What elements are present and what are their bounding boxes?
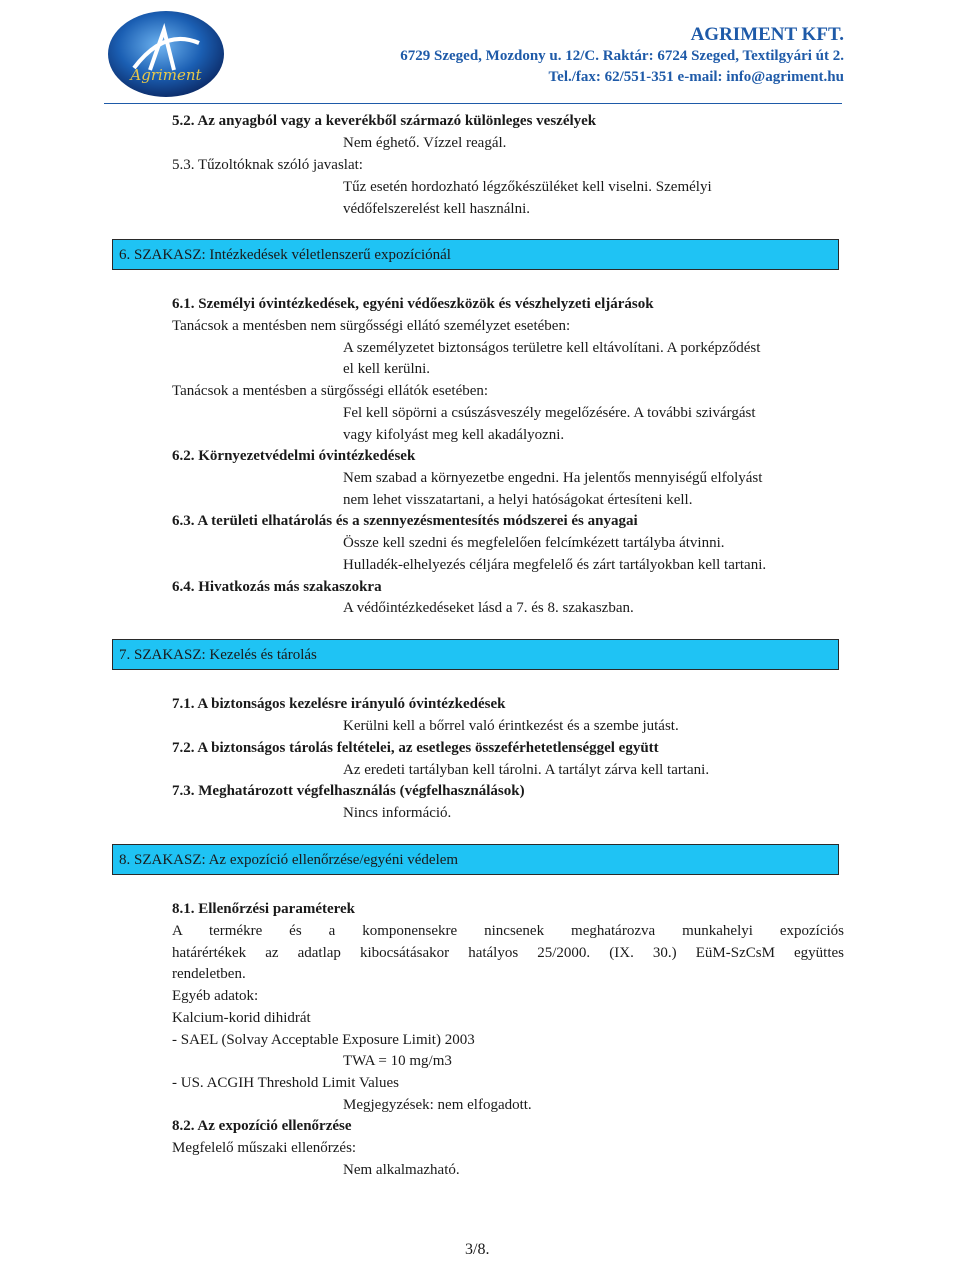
heading-5-3: 5.3. Tűzoltóknak szóló javaslat: — [172, 157, 363, 173]
company-header — [400, 24, 844, 88]
agriment-logo — [104, 8, 228, 100]
section-6-header — [112, 239, 839, 270]
text-6-1-l4a: Fel kell söpörni a csúszásveszély megelőzésére. A további szivárgást — [343, 405, 756, 421]
company-name: AGRIMENT KFT. — [690, 24, 844, 45]
paragraph-8-1-line-2: határértékek az adatlap kibocsátásakor hatályos 25/2000. (IX. 30.) EüM-SzCsM együttes — [172, 945, 844, 961]
text-5-2: Nem éghető. Vízzel reagál. — [343, 135, 507, 151]
text-6-3-a: Össze kell szedni és megfelelően felcímkézett tartályba átvinni. — [343, 535, 725, 551]
text-other-data: Egyéb adatok: — [172, 988, 259, 1004]
paragraph-8-1-line-1: A termékre és a komponensekre nincsenek meghatározva munkahelyi expozíciós — [172, 923, 844, 939]
heading-7-3: 7.3. Meghatározott végfelhasználás (végfelhasználások) — [172, 783, 525, 799]
text-substance: Kalcium-korid dihidrát — [172, 1010, 311, 1026]
text-5-3-b: védőfelszerelést kell használni. — [343, 201, 531, 217]
text-6-2-b: nem lehet visszatartani, a helyi hatóságokat értesíteni kell. — [343, 492, 693, 508]
page-number: 3/8. — [465, 1241, 490, 1258]
header-divider — [104, 103, 842, 104]
heading-7-1: 7.1. A biztonságos kezelésre irányuló óvintézkedések — [172, 696, 506, 712]
heading-6-2: 6.2. Környezetvédelmi óvintézkedések — [172, 448, 416, 464]
text-5-3-a: Tűz esetén hordozható légzőkészüléket kell viselni. Személyi — [343, 179, 712, 195]
text-6-1-l3: Tanácsok a mentésben a sürgősségi ellátók esetében: — [172, 383, 489, 399]
section-6-title: 6. SZAKASZ: Intézkedések véletlenszerű expozíciónál — [119, 247, 451, 263]
text-6-4: A védőintézkedéseket lásd a 7. és 8. szakaszban. — [343, 600, 634, 616]
text-6-1-l2b: el kell kerülni. — [343, 361, 431, 377]
section-8-title: 8. SZAKASZ: Az expozíció ellenőrzése/egyéni védelem — [119, 852, 459, 868]
text-remarks: Megjegyzések: nem elfogadott. — [343, 1097, 532, 1113]
company-address: 6729 Szeged, Mozdony u. 12/C. Raktár: 6724 Szeged, Textilgyári út 2. — [400, 48, 844, 64]
text-6-1-l1: Tanácsok a mentésben nem sürgősségi ellátó személyzet esetében: — [172, 318, 571, 334]
section-7-title: 7. SZAKASZ: Kezelés és tárolás — [119, 647, 317, 663]
text-not-applicable: Nem alkalmazható. — [343, 1162, 460, 1178]
heading-5-2: 5.2. Az anyagból vagy a keverékből származó különleges veszélyek — [172, 113, 597, 129]
text-technical-control: Megfelelő műszaki ellenőrzés: — [172, 1140, 357, 1156]
company-contact: Tel./fax: 62/551-351 e-mail: info@agriment.hu — [548, 69, 844, 85]
section-7-header — [112, 639, 839, 670]
heading-7-2: 7.2. A biztonságos tárolás feltételei, az esetleges összeférhetetlenséggel együtt — [172, 740, 659, 756]
text-twa: TWA = 10 mg/m3 — [343, 1053, 452, 1069]
text-6-2-a: Nem szabad a környezetbe engedni. Ha jelentős mennyiségű elfolyást — [343, 470, 763, 486]
text-6-1-l4b: vagy kifolyást meg kell akadályozni. — [343, 427, 565, 443]
text-7-2: Az eredeti tartályban kell tárolni. A tartályt zárva kell tartani. — [343, 762, 710, 778]
text-7-3: Nincs információ. — [343, 805, 452, 821]
section-8-header — [112, 844, 839, 875]
heading-6-1: 6.1. Személyi óvintézkedések, egyéni védőeszközök és vészhelyzeti eljárások — [172, 296, 654, 312]
heading-8-2: 8.2. Az expozíció ellenőrzése — [172, 1118, 352, 1134]
heading-6-4: 6.4. Hivatkozás más szakaszokra — [172, 579, 382, 595]
text-7-1: Kerülni kell a bőrrel való érintkezést és a szembe jutást. — [343, 718, 679, 734]
svg-text:Agriment: Agriment — [130, 66, 202, 84]
text-6-3-b: Hulladék-elhelyezés céljára megfelelő és zárt tartályokban kell tartani. — [343, 557, 767, 573]
text-acgih: - US. ACGIH Threshold Limit Values — [172, 1075, 399, 1091]
text-sael: - SAEL (Solvay Acceptable Exposure Limit) 2003 — [172, 1032, 475, 1048]
paragraph-8-1-line-3: rendeletben. — [172, 966, 246, 982]
heading-8-1: 8.1. Ellenőrzési paraméterek — [172, 901, 356, 917]
heading-6-3: 6.3. A területi elhatárolás és a szennyezésmentesítés módszerei és anyagai — [172, 513, 638, 529]
text-6-1-l2a: A személyzetet biztonságos területre kell eltávolítani. A porképződést — [343, 340, 761, 356]
